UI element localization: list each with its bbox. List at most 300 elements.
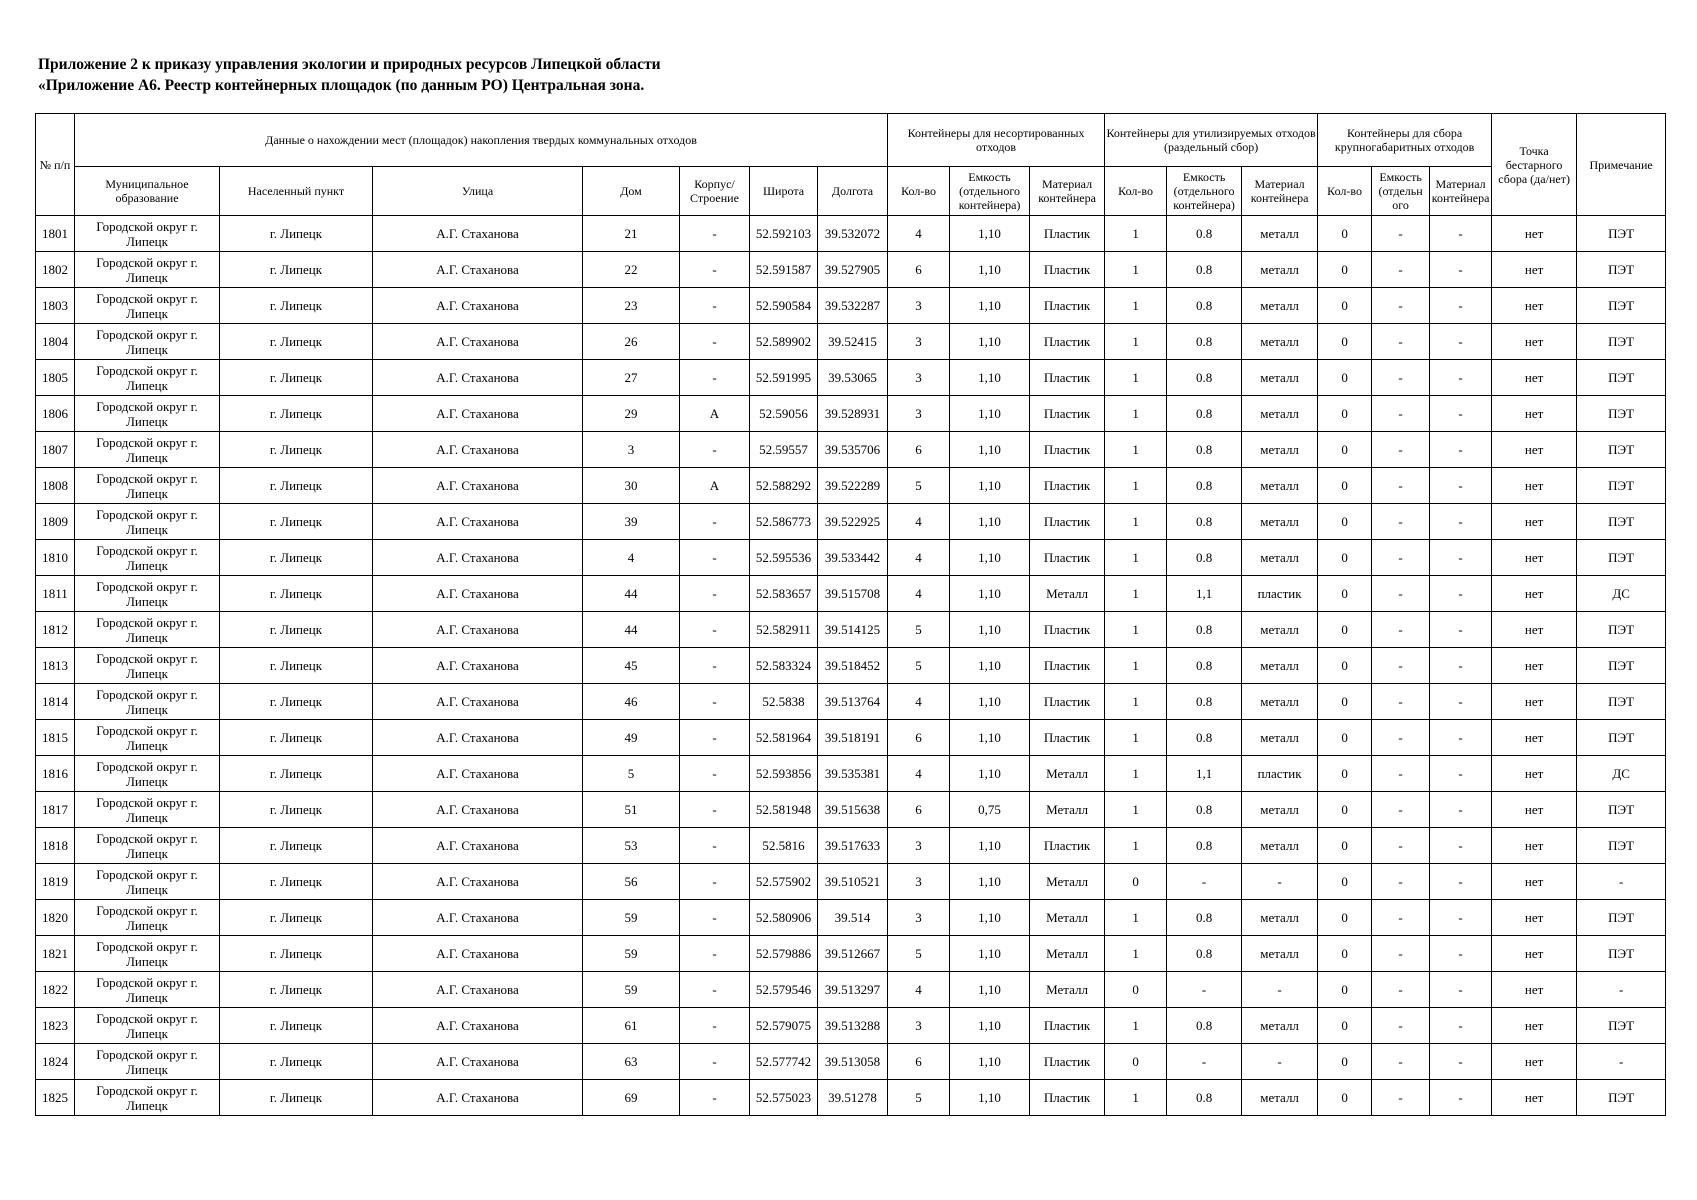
table-row — [36, 792, 1666, 828]
cell-building: - — [680, 684, 750, 720]
cell-note: ПЭТ — [1577, 1008, 1666, 1044]
cell-unsorted-material: Пластик — [1030, 288, 1105, 324]
cell-bulky-capacity: - — [1372, 1080, 1430, 1116]
cell-recycle-count: 1 — [1105, 576, 1167, 612]
cell-unsorted-material: Пластик — [1030, 252, 1105, 288]
cell-unsorted-capacity: 1,10 — [950, 1080, 1030, 1116]
cell-recycle-material: металл — [1242, 1080, 1318, 1116]
table-row — [36, 504, 1666, 540]
cell-unsorted-capacity: 1,10 — [950, 1044, 1030, 1080]
cell-bulky-material: - — [1430, 324, 1492, 360]
cell-latitude: 52.588292 — [750, 468, 818, 504]
cell-row-num: 1806 — [36, 396, 75, 432]
cell-street: А.Г. Стаханова — [373, 648, 583, 684]
cell-note: ПЭТ — [1577, 648, 1666, 684]
cell-longitude: 39.513297 — [818, 972, 888, 1008]
header-lat: Широта — [750, 167, 818, 216]
cell-municipality: Городской округ г. Липецк — [75, 648, 220, 684]
cell-unsorted-material: Металл — [1030, 972, 1105, 1008]
cell-unsorted-material: Пластик — [1030, 396, 1105, 432]
cell-bulky-capacity: - — [1372, 504, 1430, 540]
table-row — [36, 828, 1666, 864]
cell-note: ПЭТ — [1577, 468, 1666, 504]
cell-street: А.Г. Стаханова — [373, 252, 583, 288]
cell-longitude: 39.522925 — [818, 504, 888, 540]
cell-municipality: Городской округ г. Липецк — [75, 540, 220, 576]
cell-recycle-count: 1 — [1105, 324, 1167, 360]
cell-bagless-point: нет — [1492, 360, 1577, 396]
cell-building: А — [680, 468, 750, 504]
table-row — [36, 720, 1666, 756]
cell-row-num: 1809 — [36, 504, 75, 540]
cell-row-num: 1807 — [36, 432, 75, 468]
cell-settlement: г. Липецк — [220, 720, 373, 756]
cell-longitude: 39.533442 — [818, 540, 888, 576]
cell-recycle-count: 1 — [1105, 900, 1167, 936]
cell-recycle-capacity: 0.8 — [1167, 684, 1242, 720]
table-row — [36, 1044, 1666, 1080]
cell-note: ПЭТ — [1577, 396, 1666, 432]
cell-bulky-material: - — [1430, 648, 1492, 684]
cell-unsorted-material: Металл — [1030, 864, 1105, 900]
cell-note: ПЭТ — [1577, 828, 1666, 864]
cell-house: 3 — [583, 432, 680, 468]
cell-note: ПЭТ — [1577, 540, 1666, 576]
header-bulky-group: Контейнеры для сбора крупногабаритных отходов — [1318, 114, 1492, 167]
cell-house: 4 — [583, 540, 680, 576]
cell-recycle-count: 1 — [1105, 540, 1167, 576]
cell-unsorted-count: 3 — [888, 396, 950, 432]
cell-note: ПЭТ — [1577, 288, 1666, 324]
cell-recycle-capacity: 0.8 — [1167, 504, 1242, 540]
cell-unsorted-count: 4 — [888, 540, 950, 576]
cell-settlement: г. Липецк — [220, 864, 373, 900]
cell-unsorted-capacity: 1,10 — [950, 540, 1030, 576]
cell-municipality: Городской округ г. Липецк — [75, 1080, 220, 1116]
cell-bagless-point: нет — [1492, 720, 1577, 756]
cell-bagless-point: нет — [1492, 684, 1577, 720]
header-house: Дом — [583, 167, 680, 216]
cell-unsorted-material: Пластик — [1030, 612, 1105, 648]
cell-unsorted-material: Пластик — [1030, 828, 1105, 864]
cell-note: ПЭТ — [1577, 900, 1666, 936]
cell-row-num: 1804 — [36, 324, 75, 360]
cell-recycle-count: 1 — [1105, 792, 1167, 828]
cell-bulky-count: 0 — [1318, 540, 1372, 576]
table-row — [36, 576, 1666, 612]
cell-municipality: Городской округ г. Липецк — [75, 684, 220, 720]
cell-street: А.Г. Стаханова — [373, 576, 583, 612]
header-building: Корпус/ Строение — [680, 167, 750, 216]
cell-unsorted-material: Пластик — [1030, 324, 1105, 360]
cell-bulky-count: 0 — [1318, 504, 1372, 540]
cell-unsorted-capacity: 1,10 — [950, 684, 1030, 720]
cell-recycle-count: 1 — [1105, 1008, 1167, 1044]
cell-recycle-capacity: 0.8 — [1167, 720, 1242, 756]
header-num: № п/п — [36, 114, 75, 216]
cell-longitude: 39.510521 — [818, 864, 888, 900]
cell-building: - — [680, 972, 750, 1008]
table-header — [36, 114, 1666, 216]
cell-row-num: 1819 — [36, 864, 75, 900]
cell-house: 59 — [583, 972, 680, 1008]
cell-bagless-point: нет — [1492, 1044, 1577, 1080]
cell-recycle-count: 1 — [1105, 468, 1167, 504]
cell-bulky-count: 0 — [1318, 252, 1372, 288]
cell-row-num: 1818 — [36, 828, 75, 864]
cell-bagless-point: нет — [1492, 504, 1577, 540]
cell-settlement: г. Липецк — [220, 756, 373, 792]
cell-recycle-material: металл — [1242, 288, 1318, 324]
header-recycle-count: Кол-во — [1105, 167, 1167, 216]
header-recycle-material: Материал контейнера — [1242, 167, 1318, 216]
cell-settlement: г. Липецк — [220, 468, 373, 504]
cell-settlement: г. Липецк — [220, 576, 373, 612]
cell-house: 29 — [583, 396, 680, 432]
cell-recycle-capacity: 0.8 — [1167, 216, 1242, 252]
cell-recycle-material: металл — [1242, 252, 1318, 288]
cell-street: А.Г. Стаханова — [373, 324, 583, 360]
cell-longitude: 39.513058 — [818, 1044, 888, 1080]
cell-recycle-count: 1 — [1105, 684, 1167, 720]
cell-bagless-point: нет — [1492, 396, 1577, 432]
cell-bulky-material: - — [1430, 540, 1492, 576]
cell-bulky-capacity: - — [1372, 684, 1430, 720]
cell-unsorted-count: 5 — [888, 612, 950, 648]
cell-note: ПЭТ — [1577, 324, 1666, 360]
cell-row-num: 1808 — [36, 468, 75, 504]
cell-building: А — [680, 396, 750, 432]
cell-bulky-material: - — [1430, 756, 1492, 792]
cell-row-num: 1817 — [36, 792, 75, 828]
cell-longitude: 39.527905 — [818, 252, 888, 288]
cell-recycle-count: 1 — [1105, 648, 1167, 684]
cell-longitude: 39.512667 — [818, 936, 888, 972]
header-lon: Долгота — [818, 167, 888, 216]
cell-bagless-point: нет — [1492, 576, 1577, 612]
cell-bulky-capacity: - — [1372, 360, 1430, 396]
cell-latitude: 52.579546 — [750, 972, 818, 1008]
cell-municipality: Городской округ г. Липецк — [75, 324, 220, 360]
cell-longitude: 39.535381 — [818, 756, 888, 792]
cell-latitude: 52.590584 — [750, 288, 818, 324]
cell-row-num: 1814 — [36, 684, 75, 720]
cell-recycle-material: металл — [1242, 432, 1318, 468]
cell-bulky-material: - — [1430, 720, 1492, 756]
cell-bulky-material: - — [1430, 1044, 1492, 1080]
table-row — [36, 648, 1666, 684]
cell-bulky-count: 0 — [1318, 720, 1372, 756]
cell-bagless-point: нет — [1492, 288, 1577, 324]
cell-settlement: г. Липецк — [220, 1044, 373, 1080]
cell-row-num: 1813 — [36, 648, 75, 684]
cell-bagless-point: нет — [1492, 792, 1577, 828]
cell-bulky-count: 0 — [1318, 648, 1372, 684]
cell-building: - — [680, 864, 750, 900]
cell-settlement: г. Липецк — [220, 396, 373, 432]
cell-bulky-count: 0 — [1318, 576, 1372, 612]
cell-bulky-material: - — [1430, 972, 1492, 1008]
cell-bulky-count: 0 — [1318, 468, 1372, 504]
cell-recycle-material: металл — [1242, 828, 1318, 864]
cell-latitude: 52.575023 — [750, 1080, 818, 1116]
table-row — [36, 252, 1666, 288]
cell-bulky-capacity: - — [1372, 648, 1430, 684]
cell-recycle-material: пластик — [1242, 576, 1318, 612]
cell-latitude: 52.59557 — [750, 432, 818, 468]
cell-bagless-point: нет — [1492, 216, 1577, 252]
cell-building: - — [680, 1080, 750, 1116]
cell-street: А.Г. Стаханова — [373, 504, 583, 540]
cell-street: А.Г. Стаханова — [373, 612, 583, 648]
cell-unsorted-count: 3 — [888, 360, 950, 396]
cell-longitude: 39.515708 — [818, 576, 888, 612]
table-body — [36, 216, 1666, 1116]
cell-building: - — [680, 900, 750, 936]
cell-bulky-capacity: - — [1372, 828, 1430, 864]
cell-row-num: 1825 — [36, 1080, 75, 1116]
cell-recycle-capacity: 1,1 — [1167, 756, 1242, 792]
cell-street: А.Г. Стаханова — [373, 972, 583, 1008]
cell-municipality: Городской округ г. Липецк — [75, 1044, 220, 1080]
cell-bulky-material: - — [1430, 288, 1492, 324]
cell-recycle-material: металл — [1242, 648, 1318, 684]
cell-house: 39 — [583, 504, 680, 540]
cell-unsorted-capacity: 1,10 — [950, 288, 1030, 324]
cell-bulky-count: 0 — [1318, 864, 1372, 900]
cell-bulky-count: 0 — [1318, 1008, 1372, 1044]
cell-building: - — [680, 540, 750, 576]
cell-municipality: Городской округ г. Липецк — [75, 900, 220, 936]
cell-house: 5 — [583, 756, 680, 792]
cell-house: 22 — [583, 252, 680, 288]
cell-latitude: 52.595536 — [750, 540, 818, 576]
cell-bagless-point: нет — [1492, 1080, 1577, 1116]
cell-unsorted-capacity: 1,10 — [950, 612, 1030, 648]
cell-unsorted-capacity: 1,10 — [950, 900, 1030, 936]
cell-unsorted-capacity: 1,10 — [950, 504, 1030, 540]
table-row — [36, 936, 1666, 972]
cell-street: А.Г. Стаханова — [373, 540, 583, 576]
page-title — [38, 54, 661, 96]
cell-latitude: 52.581948 — [750, 792, 818, 828]
cell-recycle-capacity: 0.8 — [1167, 648, 1242, 684]
cell-recycle-capacity: 0.8 — [1167, 396, 1242, 432]
cell-bulky-count: 0 — [1318, 432, 1372, 468]
cell-unsorted-capacity: 1,10 — [950, 396, 1030, 432]
cell-house: 45 — [583, 648, 680, 684]
cell-recycle-material: металл — [1242, 720, 1318, 756]
cell-longitude: 39.513288 — [818, 1008, 888, 1044]
cell-settlement: г. Липецк — [220, 252, 373, 288]
cell-row-num: 1822 — [36, 972, 75, 1008]
cell-bulky-count: 0 — [1318, 1044, 1372, 1080]
cell-unsorted-count: 4 — [888, 756, 950, 792]
cell-note: ПЭТ — [1577, 684, 1666, 720]
cell-unsorted-material: Металл — [1030, 936, 1105, 972]
cell-row-num: 1820 — [36, 900, 75, 936]
cell-municipality: Городской округ г. Липецк — [75, 252, 220, 288]
cell-building: - — [680, 252, 750, 288]
header-street: Улица — [373, 167, 583, 216]
cell-recycle-count: 1 — [1105, 288, 1167, 324]
cell-street: А.Г. Стаханова — [373, 684, 583, 720]
cell-bulky-material: - — [1430, 1008, 1492, 1044]
table-row — [36, 756, 1666, 792]
cell-bulky-material: - — [1430, 792, 1492, 828]
cell-bulky-count: 0 — [1318, 216, 1372, 252]
cell-street: А.Г. Стаханова — [373, 432, 583, 468]
cell-unsorted-material: Металл — [1030, 756, 1105, 792]
cell-building: - — [680, 756, 750, 792]
cell-house: 59 — [583, 936, 680, 972]
cell-street: А.Г. Стаханова — [373, 720, 583, 756]
cell-bulky-capacity: - — [1372, 792, 1430, 828]
cell-settlement: г. Липецк — [220, 432, 373, 468]
cell-street: А.Г. Стаханова — [373, 396, 583, 432]
cell-recycle-material: - — [1242, 972, 1318, 1008]
cell-bulky-material: - — [1430, 576, 1492, 612]
cell-bagless-point: нет — [1492, 648, 1577, 684]
cell-recycle-capacity: 0.8 — [1167, 324, 1242, 360]
cell-municipality: Городской округ г. Липецк — [75, 864, 220, 900]
cell-bulky-capacity: - — [1372, 900, 1430, 936]
cell-recycle-capacity: 0.8 — [1167, 288, 1242, 324]
cell-bulky-material: - — [1430, 900, 1492, 936]
cell-bulky-capacity: - — [1372, 216, 1430, 252]
cell-recycle-count: 1 — [1105, 360, 1167, 396]
cell-recycle-count: 0 — [1105, 864, 1167, 900]
cell-recycle-capacity: 0.8 — [1167, 468, 1242, 504]
cell-recycle-material: металл — [1242, 936, 1318, 972]
title-line-2: «Приложение А6. Реестр контейнерных площадок (по данным РО) Центральная зона. — [38, 77, 645, 94]
table-row — [36, 612, 1666, 648]
cell-bulky-material: - — [1430, 828, 1492, 864]
cell-recycle-capacity: 0.8 — [1167, 612, 1242, 648]
cell-building: - — [680, 720, 750, 756]
cell-recycle-count: 1 — [1105, 1080, 1167, 1116]
cell-bulky-capacity: - — [1372, 252, 1430, 288]
cell-house: 44 — [583, 612, 680, 648]
cell-bagless-point: нет — [1492, 756, 1577, 792]
cell-recycle-material: металл — [1242, 792, 1318, 828]
cell-unsorted-count: 4 — [888, 972, 950, 1008]
cell-municipality: Городской округ г. Липецк — [75, 360, 220, 396]
cell-recycle-capacity: 0.8 — [1167, 432, 1242, 468]
table-row — [36, 540, 1666, 576]
cell-municipality: Городской округ г. Липецк — [75, 756, 220, 792]
cell-bagless-point: нет — [1492, 1008, 1577, 1044]
cell-note: ДС — [1577, 576, 1666, 612]
cell-unsorted-material: Пластик — [1030, 684, 1105, 720]
cell-settlement: г. Липецк — [220, 900, 373, 936]
header-bulky-capacity: Емкость (отдельн ого — [1372, 167, 1430, 216]
cell-house: 51 — [583, 792, 680, 828]
cell-bulky-material: - — [1430, 360, 1492, 396]
cell-bulky-material: - — [1430, 612, 1492, 648]
table-row — [36, 396, 1666, 432]
cell-municipality: Городской округ г. Липецк — [75, 396, 220, 432]
cell-row-num: 1816 — [36, 756, 75, 792]
cell-building: - — [680, 504, 750, 540]
cell-recycle-material: металл — [1242, 468, 1318, 504]
cell-building: - — [680, 936, 750, 972]
table-row — [36, 900, 1666, 936]
cell-bulky-count: 0 — [1318, 900, 1372, 936]
cell-unsorted-count: 5 — [888, 468, 950, 504]
cell-recycle-capacity: 0.8 — [1167, 828, 1242, 864]
cell-longitude: 39.52415 — [818, 324, 888, 360]
cell-street: А.Г. Стаханова — [373, 288, 583, 324]
cell-latitude: 52.586773 — [750, 504, 818, 540]
cell-unsorted-count: 6 — [888, 432, 950, 468]
cell-bulky-material: - — [1430, 252, 1492, 288]
cell-unsorted-material: Пластик — [1030, 540, 1105, 576]
cell-unsorted-count: 3 — [888, 900, 950, 936]
cell-street: А.Г. Стаханова — [373, 936, 583, 972]
cell-bulky-capacity: - — [1372, 540, 1430, 576]
cell-recycle-material: металл — [1242, 324, 1318, 360]
cell-recycle-count: 0 — [1105, 972, 1167, 1008]
cell-house: 53 — [583, 828, 680, 864]
cell-bulky-count: 0 — [1318, 792, 1372, 828]
cell-municipality: Городской округ г. Липецк — [75, 612, 220, 648]
cell-recycle-count: 1 — [1105, 828, 1167, 864]
cell-recycle-material: металл — [1242, 900, 1318, 936]
cell-recycle-material: пластик — [1242, 756, 1318, 792]
cell-house: 21 — [583, 216, 680, 252]
cell-bagless-point: нет — [1492, 900, 1577, 936]
cell-longitude: 39.518191 — [818, 720, 888, 756]
cell-municipality: Городской округ г. Липецк — [75, 720, 220, 756]
cell-bulky-material: - — [1430, 504, 1492, 540]
cell-building: - — [680, 324, 750, 360]
cell-unsorted-material: Металл — [1030, 900, 1105, 936]
cell-unsorted-count: 6 — [888, 1044, 950, 1080]
cell-municipality: Городской округ г. Липецк — [75, 504, 220, 540]
cell-unsorted-count: 6 — [888, 252, 950, 288]
cell-municipality: Городской округ г. Липецк — [75, 828, 220, 864]
cell-bulky-capacity: - — [1372, 432, 1430, 468]
cell-unsorted-count: 5 — [888, 1080, 950, 1116]
cell-latitude: 52.580906 — [750, 900, 818, 936]
cell-unsorted-capacity: 1,10 — [950, 720, 1030, 756]
cell-bulky-capacity: - — [1372, 756, 1430, 792]
cell-settlement: г. Липецк — [220, 288, 373, 324]
cell-note: ПЭТ — [1577, 432, 1666, 468]
cell-bulky-material: - — [1430, 216, 1492, 252]
cell-bulky-capacity: - — [1372, 576, 1430, 612]
cell-street: А.Г. Стаханова — [373, 216, 583, 252]
cell-building: - — [680, 648, 750, 684]
cell-recycle-count: 1 — [1105, 252, 1167, 288]
cell-street: А.Г. Стаханова — [373, 1008, 583, 1044]
cell-recycle-material: - — [1242, 864, 1318, 900]
cell-bagless-point: нет — [1492, 540, 1577, 576]
header-unsorted-capacity: Емкость (отдельного контейнера) — [950, 167, 1030, 216]
cell-settlement: г. Липецк — [220, 684, 373, 720]
cell-longitude: 39.514125 — [818, 612, 888, 648]
table-row — [36, 864, 1666, 900]
cell-house: 30 — [583, 468, 680, 504]
cell-bulky-capacity: - — [1372, 720, 1430, 756]
cell-street: А.Г. Стаханова — [373, 792, 583, 828]
cell-bulky-count: 0 — [1318, 360, 1372, 396]
cell-bulky-material: - — [1430, 1080, 1492, 1116]
cell-municipality: Городской округ г. Липецк — [75, 576, 220, 612]
container-registry-table — [35, 113, 1666, 1116]
cell-unsorted-capacity: 1,10 — [950, 216, 1030, 252]
